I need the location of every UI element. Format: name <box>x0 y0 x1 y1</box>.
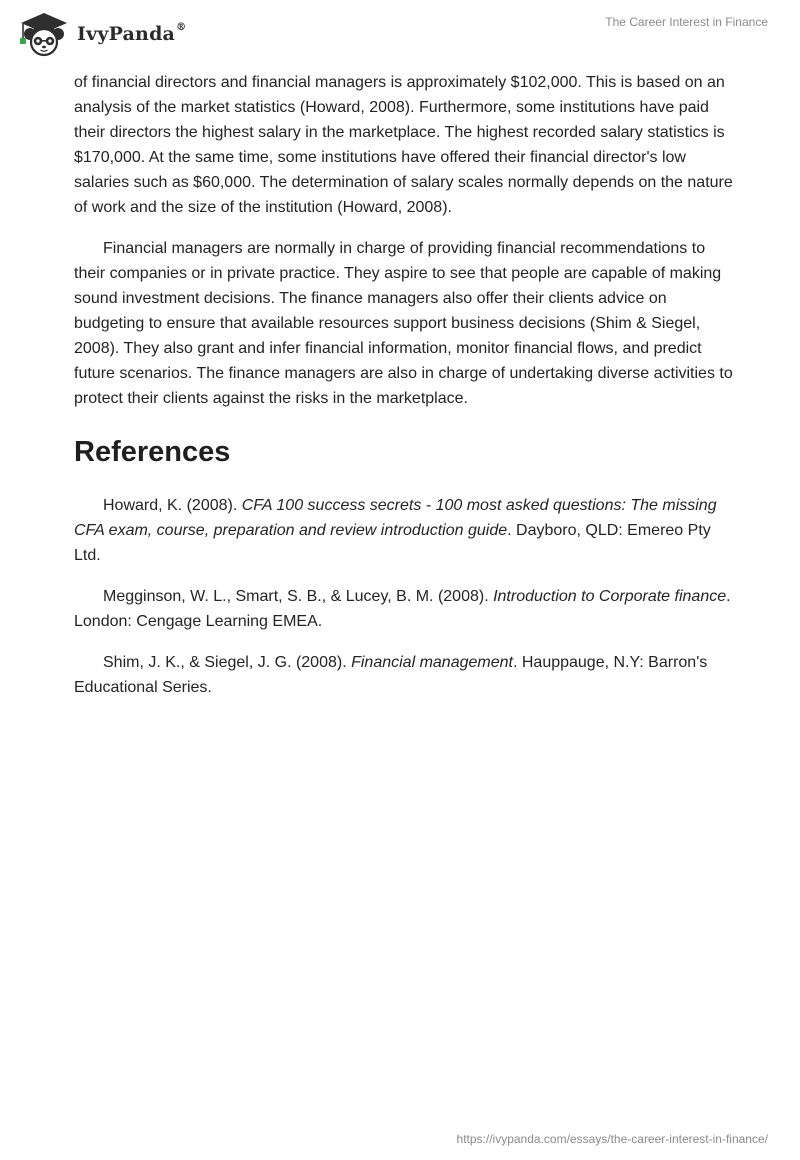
reference-item <box>74 584 734 634</box>
body-paragraph-1: of financial directors and financial managers is approximately $102,000. This is based on an analysis of the market statistics (Howard, 2008). Furthermore, some institutions have paid their directors the highest salary in the marketplace. The highest recorded salary statistics is $170,000. At the same time, some institutions have offered their financial director's low salaries such as $60,000. The determination of salary scales normally depends on the nature of work and the size of the institution (Howard, 2008). <box>74 74 733 216</box>
reference-publisher: . London: Cengage Learning EMEA. <box>74 588 731 630</box>
essay-content <box>74 70 734 716</box>
panda-graduation-cap-icon <box>15 9 73 57</box>
reference-author: Howard, K. (2008). <box>103 497 242 514</box>
page-header <box>0 0 800 66</box>
reference-author: Shim, J. K., & Siegel, J. G. (2008). <box>103 654 352 671</box>
reference-title: Financial management <box>351 654 513 671</box>
reference-publisher: . Dayboro, QLD: Emereo Pty Ltd. <box>74 522 711 564</box>
reference-item <box>74 493 734 568</box>
document-title: The Career Interest in Finance <box>605 15 768 29</box>
reference-publisher: . Hauppauge, N.Y: Barron's Educational Series. <box>74 654 708 696</box>
reference-title: CFA 100 success secrets - 100 most asked questions: The missing CFA exam, course, preparation and review introduction guide <box>74 497 717 539</box>
reference-title: Introduction to Corporate finance <box>493 588 727 605</box>
body-paragraph-2: Financial managers are normally in charge of providing financial recommendations to their companies or in private practice. They aspire to see that people are capable of making sound investment decisions. The finance managers also offer their clients advice on budgeting to ensure that available resources support business decisions (Shim & Siegel, 2008). They also grant and infer financial information, monitor financial flows, and predict future scenarios. The finance managers are also in charge of undertaking diverse activities to protect their clients against the risks in the marketplace. <box>74 240 733 407</box>
footer-source-url[interactable]: https://ivypanda.com/essays/the-career-interest-in-finance/ <box>456 1132 768 1146</box>
reference-item <box>74 650 734 700</box>
brand-name-text: IvyPanda <box>77 23 176 45</box>
brand-name <box>77 23 186 45</box>
reference-author: Megginson, W. L., Smart, S. B., & Lucey, B. M. (2008). <box>103 588 494 605</box>
registered-mark: ® <box>176 21 187 33</box>
references-heading: References <box>74 436 231 468</box>
brand-logo-link[interactable] <box>15 9 186 57</box>
